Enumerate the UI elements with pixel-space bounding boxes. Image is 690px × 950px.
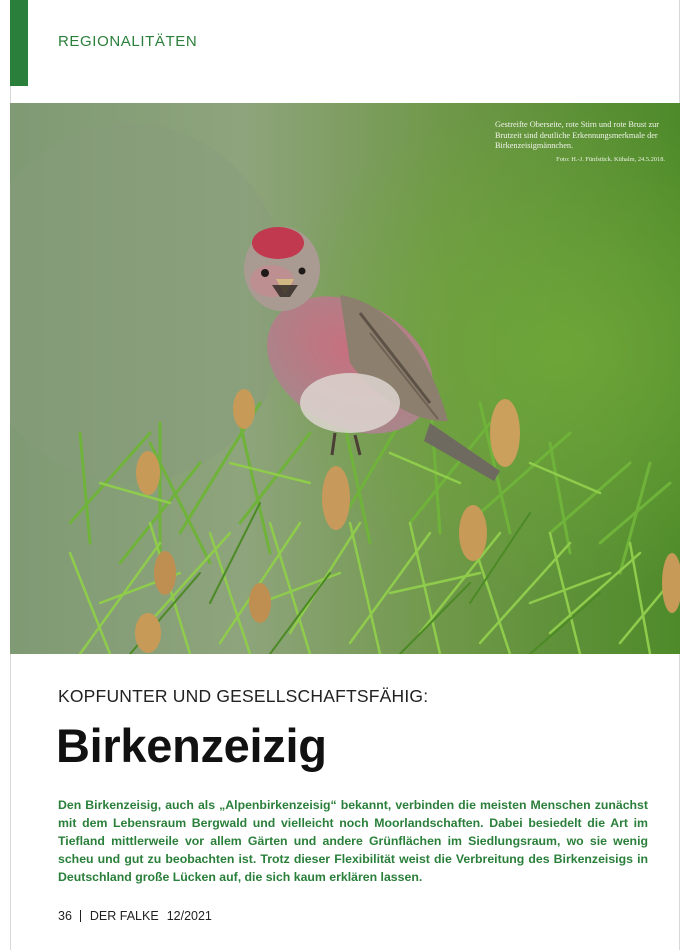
magazine-name: DER FALKE <box>89 909 159 923</box>
photo-caption: Gestreifte Oberseite, rote Stirn und rote Brust zur Brutzeit sind deutliche Erkennungsmerkmale der Birkenzeisigmännchen. <box>495 120 660 150</box>
article-lead: Den Birkenzeisig, auch als „Alpenbirkenzeisig“ bekannt, verbinden die meisten Menschen zunächst mit dem Lebensraum Bergwald und vielleicht noch Moorlandschaften. Dabei besiedelt die Art im Tiefland mittlerweile vor allem Gärten und andere Grünflächen im Siedlungsraum, wo sie wenig scheu und gut zu beobachten ist. Trotz dieser Flexibilität weist die Verbreitung des Birkenzeisigs in Deutschland große Lücken auf, die sich kaum erklären lassen. <box>58 798 648 884</box>
issue-number: 12/2021 <box>166 909 212 923</box>
article-title: Birkenzeizig <box>56 719 327 772</box>
article-kicker: KOPFUNTER UND GESELLSCHAFTSFÄHIG: <box>58 686 429 706</box>
section-label: REGIONALITÄTEN <box>58 33 198 50</box>
photo-credit: Foto: H.-J. Fünfstück. Kühalm, 24.5.2018. <box>556 156 665 163</box>
page-number: 36 <box>58 909 72 923</box>
bird-photo <box>10 103 680 654</box>
footer-separator <box>80 910 81 922</box>
page-footer <box>58 909 212 923</box>
section-color-bar <box>10 0 28 86</box>
